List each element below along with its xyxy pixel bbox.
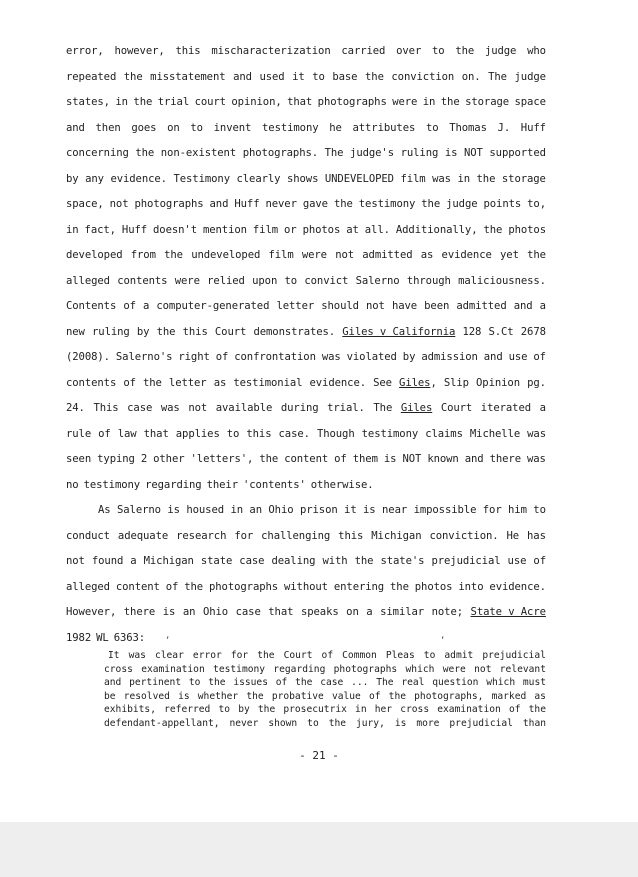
text-line: no testimony regarding their 'contents' otherwise.	[66, 478, 374, 491]
text-line: new ruling by the this Court demonstrates. Giles v California 128 S.Ct 2678	[66, 325, 546, 338]
text-line: by any evidence. Testimony clearly shows UNDEVELOPED film was in the storage	[66, 172, 546, 185]
page-number: - 21 -	[299, 749, 339, 762]
text-line: alleged content of the photographs without entering the photos into evidence.	[66, 580, 546, 593]
stray-mark: ,	[440, 631, 446, 641]
text-line: concerning the non-existent photographs. The judge's ruling is NOT supported	[66, 147, 546, 159]
text-line: As Salerno is housed in an Ohio prison it is near impossible for him to	[98, 504, 546, 516]
quote-line: cross examination testimony regarding photographs which were not relevant	[104, 663, 546, 675]
body-text	[66, 39, 546, 651]
text-line: alleged contents were relied upon to convict Salerno through maliciousness.	[66, 274, 546, 287]
text-line: developed from the undeveloped film were not admitted as evidence yet the	[66, 249, 546, 261]
text-line: (2008). Salerno's right of confrontation was violated by admission and use of	[66, 351, 546, 363]
quote-line: and pertinent to the issues of the case ... The real question which must	[104, 677, 546, 689]
text-line: Contents of a computer-generated letter should not have been admitted and a	[66, 300, 546, 312]
stray-mark: ,	[165, 631, 171, 641]
quote-line: exhibits, referred to by the prosecutrix in her cross examination of the	[104, 704, 546, 716]
text-line: and then goes on to invent testimony he attributes to Thomas J. Huff	[66, 121, 546, 134]
block-quote	[104, 649, 546, 731]
text-line: not found a Michigan state case dealing with the state's prejudicial use of	[66, 555, 546, 567]
text-line: contents of the letter as testimonial evidence. See Giles, Slip Opinion pg.	[66, 376, 546, 389]
text-line: However, there is an Ohio case that speaks on a similar note; State v Acre	[66, 606, 546, 618]
text-line: repeated the misstatement and used it to base the conviction on. The judge	[66, 70, 546, 83]
text-line: seen typing 2 other 'letters', the content of them is NOT known and there was	[66, 453, 546, 465]
text-line: in fact, Huff doesn't mention film or photos at all. Additionally, the photos	[66, 223, 546, 236]
text-line: space, not photographs and Huff never gave the testimony the judge points to,	[66, 198, 546, 210]
text-line: states, in the trial court opinion, that photographs were in the storage space	[66, 96, 546, 108]
text-line: error, however, this mischaracterization carried over to the judge who	[66, 45, 546, 57]
scan-margin	[0, 822, 638, 877]
quote-line: It was clear error for the Court of Common Pleas to admit prejudicial	[108, 650, 546, 661]
text-line: rule of law that applies to this case. Though testimony claims Michelle was	[66, 427, 546, 440]
quote-line: be resolved is whether the probative value of the photographs, marked as	[104, 690, 546, 702]
text-line: 1982 WL 6363:	[66, 631, 146, 644]
text-line: conduct adequate research for challenging this Michigan conviction. He has	[66, 529, 546, 542]
text-line: 24. This case was not available during trial. The Giles Court iterated a	[66, 402, 546, 414]
quote-line: defendant-appellant, never shown to the jury, is more prejudicial than	[104, 717, 546, 729]
